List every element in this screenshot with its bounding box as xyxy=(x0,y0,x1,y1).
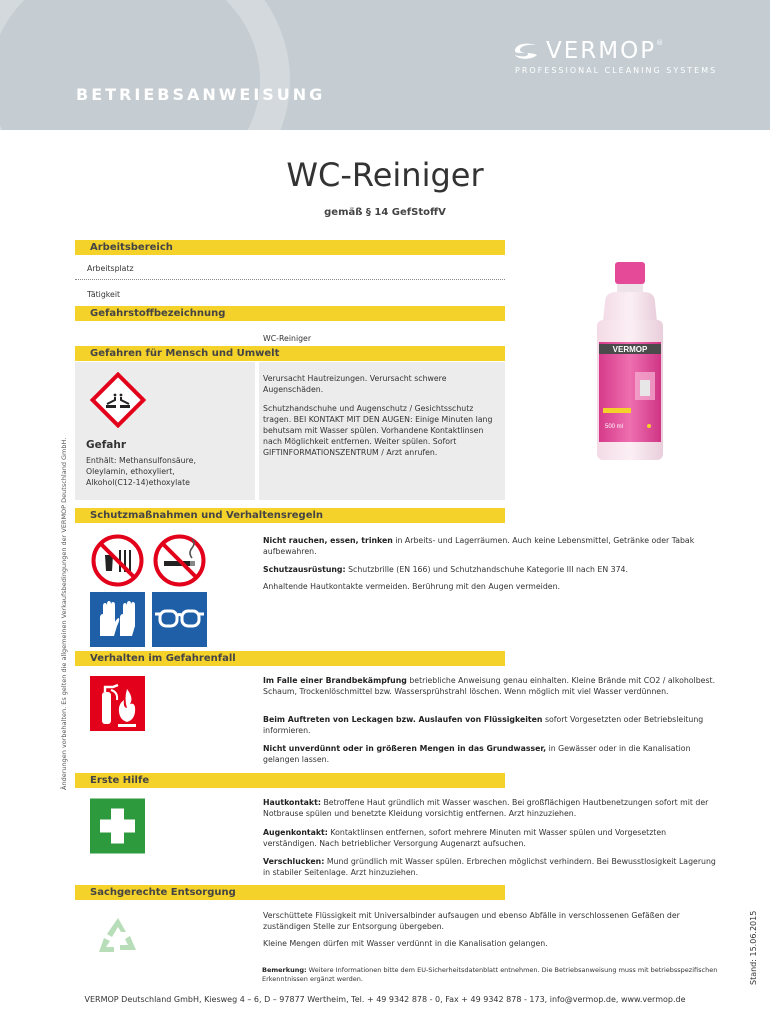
dotted-divider xyxy=(75,279,505,280)
gefahrenfall-p3-bold: Nicht unverdünnt oder in größeren Mengen in das Grundwasser, xyxy=(263,744,547,753)
schutz-p2-bold: Schutzausrüstung: xyxy=(263,565,346,574)
document-type-title: BETRIEBSANWEISUNG xyxy=(76,85,326,104)
taetigkeit-label: Tätigkeit xyxy=(87,290,121,299)
recycling-icon xyxy=(90,908,146,964)
gefahrenfall-paragraph-3 xyxy=(263,743,718,765)
schutz-paragraph-3: Anhaltende Hautkontakte vermeiden. Berührung mit den Augen vermeiden. xyxy=(263,582,560,591)
header-swoosh-decoration xyxy=(0,0,290,130)
gefahrenfall-p1-rest: betriebliche Anweisung genau einhalten. Kleine Brände mit CO2 / alkoholbest. Schaum, Trockenlöschmittel bzw. Wassersprühstrahl löschen. Wenn möglich mit viel Wasser verdünnen. xyxy=(263,676,716,696)
entsorgung-paragraph-1: Verschüttete Flüssigkeit mit Universalbinder aufsaugen und ebenso Abfälle in verschlossenen Gefäßen der zuständigen Stelle zur Entsorgung übergeben. xyxy=(263,911,680,931)
remark-text: Weitere Informationen bitte dem EU-Sicherheitsdatenblatt entnehmen. Die Betriebsanweisung muss mit betriebsspezifischen Erkenntnissen ergänzt werden. xyxy=(262,966,718,983)
ersthilfe-p3-rest: Mund gründlich mit Wasser spülen. Erbrechen möglichst verhindern. Bei Bewusstlosigkeit Lagerung in stabiler Seitenlage. Arzt hinzuziehen. xyxy=(263,857,716,877)
ersthilfe-p2-bold: Augenkontakt: xyxy=(263,828,328,837)
gefahrenfall-paragraph-1 xyxy=(263,675,718,697)
section-heading-gefahren: Gefahren für Mensch und Umwelt xyxy=(75,346,505,361)
wear-goggles-icon xyxy=(152,592,207,647)
first-aid-icon xyxy=(90,798,145,854)
vermop-logo-mark-icon xyxy=(512,41,540,61)
gefahrenfall-p3-rest: in Gewässer oder in die Kanalisation gelangen lassen. xyxy=(263,744,691,764)
section-heading-ersthilfe: Erste Hilfe xyxy=(75,773,505,788)
no-eating-drinking-icon xyxy=(90,533,145,588)
entsorgung-paragraph-2: Kleine Mengen dürfen mit Wasser verdünnt in die Kanalisation gelangen. xyxy=(263,939,548,948)
hazard-statement: Verursacht Hautreizungen. Verursacht schwere Augenschäden. xyxy=(263,374,447,394)
bottle-volume-label: 500 ml xyxy=(605,424,624,430)
ersthilfe-p3-bold: Verschlucken: xyxy=(263,857,325,866)
page-header xyxy=(0,0,770,130)
page-title: WC-Reiniger xyxy=(286,156,484,194)
ersthilfe-p1-bold: Hautkontakt: xyxy=(263,798,321,807)
section-heading-arbeitsbereich: Arbeitsbereich xyxy=(75,240,505,255)
ersthilfe-paragraph-3 xyxy=(263,856,718,878)
schutz-p1-bold: Nicht rauchen, essen, trinken xyxy=(263,536,393,545)
fire-flame-icon xyxy=(112,684,142,729)
contains-text: Enthält: Methansulfonsäure, Oleylamin, ethoxyliert, Alkohol(C12-14)ethoxylate xyxy=(86,456,196,487)
corrosive-hazard-icon xyxy=(90,372,146,428)
schutz-p1-rest: in Arbeits- und Lagerräumen. Auch keine Lebensmittel, Getränke oder Tabak aufbewahren. xyxy=(263,536,695,556)
schutz-p2-rest: Schutzbrille (EN 166) und Schutzhandschuhe Kategorie III nach EN 374. xyxy=(345,565,628,574)
ersthilfe-p1-rest: Betroffene Haut gründlich mit Wasser waschen. Bei großflächigen Hautbenetzungen sofort mit der Notbrause spülen und benetzte Kleidung vorsichtig entfernen. Arzt hinzuziehen. xyxy=(263,798,709,818)
product-bottle-image xyxy=(585,262,675,462)
wear-gloves-icon xyxy=(90,592,145,647)
section-heading-schutz: Schutzmaßnahmen und Verhaltensregeln xyxy=(75,508,505,523)
bottle-brand-label: VERMOP xyxy=(612,345,648,354)
schutz-paragraph-2 xyxy=(263,564,708,575)
revision-date: Stand: 15.06.2015 xyxy=(749,910,758,985)
ersthilfe-paragraph-1 xyxy=(263,797,718,819)
vermop-logo xyxy=(512,38,663,64)
page-subtitle: gemäß § 14 GefStoffV xyxy=(324,207,446,218)
signal-word: Gefahr xyxy=(86,439,127,451)
ersthilfe-paragraph-2 xyxy=(263,827,718,849)
section-heading-entsorgung: Sachgerechte Entsorgung xyxy=(75,885,505,900)
section-heading-gefahrenfall: Verhalten im Gefahrenfall xyxy=(75,651,505,666)
no-smoking-icon xyxy=(152,533,207,588)
gefahrenfall-p2-rest: sofort Vorgesetzten oder Betriebsleitung informieren. xyxy=(263,715,704,735)
section-heading-gefahrstoff: Gefahrstoffbezeichnung xyxy=(75,306,505,321)
remark-note xyxy=(262,966,722,983)
registered-mark: ® xyxy=(656,39,664,47)
gefahrenfall-p2-bold: Beim Auftreten von Leckagen bzw. Auslaufen von Flüssigkeiten xyxy=(263,715,543,724)
gefahrenfall-paragraph-2 xyxy=(263,714,718,736)
precaution-statement: Schutzhandschuhe und Augenschutz / Gesichtsschutz tragen. BEI KONTAKT MIT DEN AUGEN: Einige Minuten lang behutsam mit Wasser spülen. Vorhandene Kontaktlinsen nach Möglichkeit entfernen. Weiter spülen. Sofort GIFTINFORMATIONSZENTRUM / Arzt anrufen. xyxy=(263,404,493,457)
substance-name: WC-Reiniger xyxy=(263,334,312,343)
brand-tagline: PROFESSIONAL CLEANING SYSTEMS xyxy=(515,66,718,75)
gefahrenfall-p1-bold: Im Falle einer Brandbekämpfung xyxy=(263,676,407,685)
arbeitsplatz-label: Arbeitsplatz xyxy=(87,264,134,273)
schutz-paragraph-1 xyxy=(263,535,708,557)
side-disclaimer: Änderungen vorbehalten. Es gelten die allgemeinen Verkaufsbedingungen der VERMOP Deutschland GmbH. xyxy=(60,437,68,790)
company-footer: VERMOP Deutschland GmbH, Kiesweg 4 – 6, D – 97877 Wertheim, Tel. + 49 9342 878 - 0, Fax + 49 9342 878 - 173, info@vermop.de, www.vermop.de xyxy=(84,995,686,1004)
ersthilfe-p2-rest: Kontaktlinsen entfernen, sofort mehrere Minuten mit Wasser spülen und Vorgesetzten verständigen. Nach betrieblicher Versorgung Augenarzt aufsuchen. xyxy=(263,828,667,848)
remark-label: Bemerkung: xyxy=(262,966,307,974)
brand-name: VERMOP xyxy=(546,38,657,64)
